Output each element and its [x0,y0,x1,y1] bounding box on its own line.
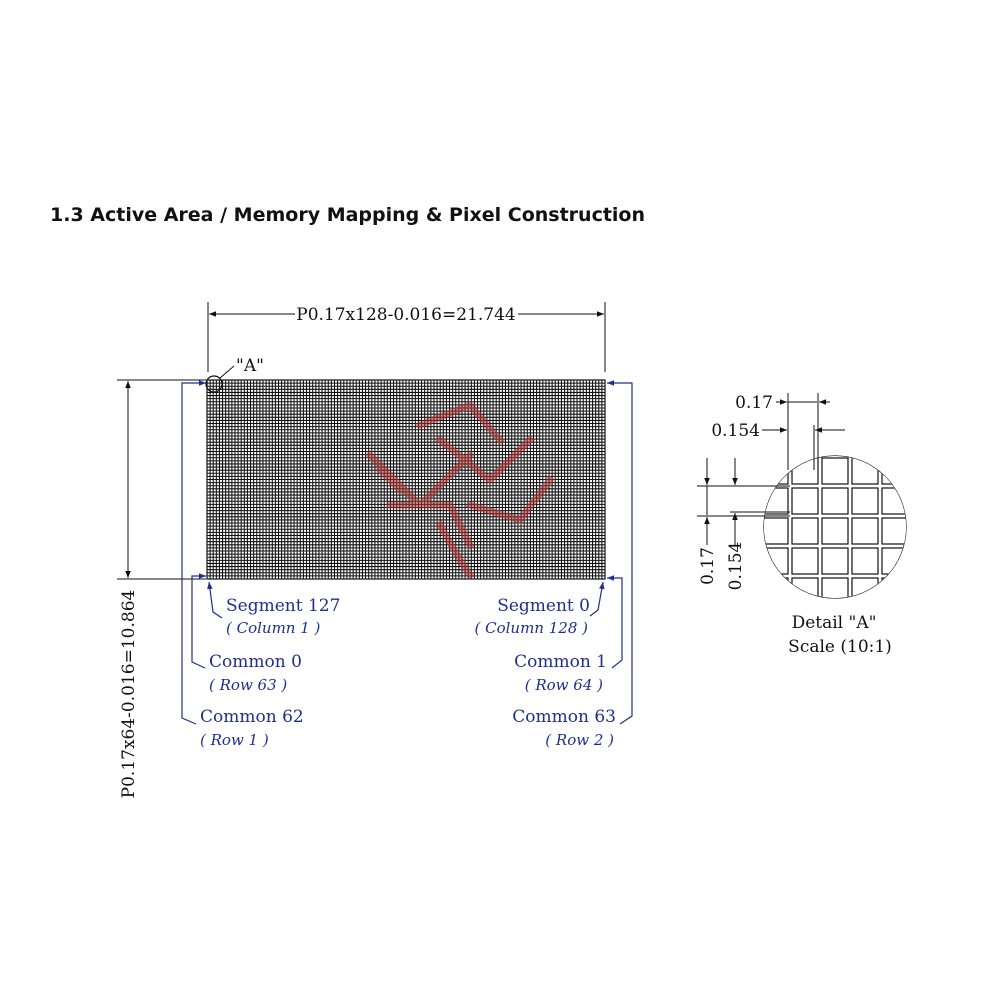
detail-pixel-cell [882,518,908,544]
detail-pixel-cell [822,578,848,604]
segment-127-label: Segment 127 [226,596,341,616]
detail-pixel-cell [852,578,878,604]
detail-scale: Scale (10:1) [788,637,892,657]
detail-pixel-cell [762,578,788,604]
row-2-label: ( Row 2 ) [545,731,614,749]
detail-pitch-label: 0.17 [735,393,773,413]
detail-pixel-cell [822,518,848,544]
detail-pitch-v-label: 0.17 [698,547,718,585]
detail-title: Detail "A" [791,613,877,633]
height-formula-label: P0.17x64-0.016=10.864 [119,589,139,799]
detail-pixel-cell [852,518,878,544]
column-1-label: ( Column 1 ) [226,619,321,637]
detail-pixel-v-label: 0.154 [726,541,746,591]
row-64-label: ( Row 64 ) [524,676,603,694]
page-title: 1.3 Active Area / Memory Mapping & Pixel Construction [50,204,646,226]
row-1-label: ( Row 1 ) [200,731,269,749]
detail-pixel-cell [792,518,818,544]
row-63-label: ( Row 63 ) [209,676,288,694]
detail-pixel-cell [762,458,788,484]
detail-pixel-label: 0.154 [711,421,760,441]
detail-pixel-cell [762,518,788,544]
detail-pixel-cell [852,458,878,484]
detail-pixel-cell [792,548,818,574]
detail-pixel-cell [882,458,908,484]
width-dimension [208,302,605,372]
segment-0-label: Segment 0 [497,596,590,616]
width-formula-label: P0.17x128-0.016=21.744 [296,305,516,325]
column-128-label: ( Column 128 ) [474,619,588,637]
common-1-label: Common 1 [514,652,607,672]
detail-pixel-cells [755,447,915,607]
height-dimension [117,380,206,798]
detail-pixel-cell [822,458,848,484]
detail-a-label: "A" [236,356,264,376]
detail-pixel-cell [822,548,848,574]
detail-pixel-cell [882,578,908,604]
common-63-label: Common 63 [512,707,616,727]
detail-pixel-cell [852,548,878,574]
detail-pixel-cell [822,488,848,514]
detail-pixel-cell [762,548,788,574]
common-0-label: Common 0 [209,652,302,672]
detail-a-view [697,393,915,657]
detail-pixel-cell [852,488,878,514]
pixel-grid [207,380,605,579]
common-62-label: Common 62 [200,707,304,727]
detail-pixel-cell [792,488,818,514]
detail-pixel-cell [792,578,818,604]
detail-pixel-cell [882,548,908,574]
